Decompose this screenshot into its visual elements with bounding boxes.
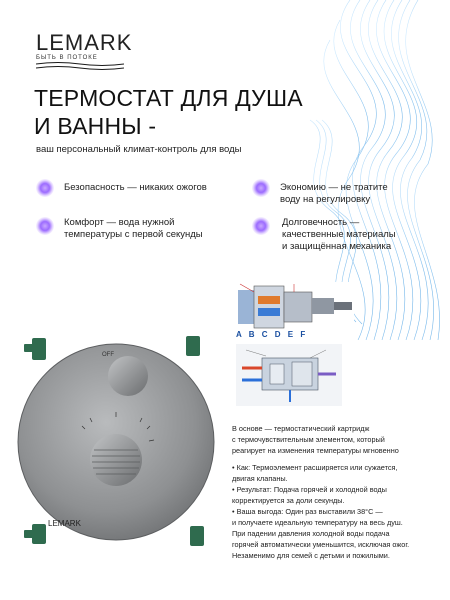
page-subtitle: ваш персональный климат-контроль для воды [36,144,242,155]
label-f: F [300,330,306,339]
svg-text:LEMARK: LEMARK [48,519,81,528]
title-line-1: ТЕРМОСТАТ ДЛЯ ДУША [34,85,303,111]
brand-tagline: БЫТЬ В ПОТОКЕ [36,55,98,61]
off-label: OFF [102,352,114,358]
label-d: D [274,330,281,339]
label-e: E [287,330,294,339]
bullet-line: горячей автоматически уменьшится, исключая ожог. [232,540,410,549]
description-text [232,423,442,561]
bullet-line: Незаменимо для семей с детьми и пожилыми. [232,551,390,560]
feature-economy [280,182,388,206]
feature-text: Безопасность — никаких ожогов [64,182,207,193]
feature-text: Долговечность — [282,217,360,228]
bullet-line: корректируется за доли секунды. [232,496,345,505]
feature-text: температуры с первой секунды [64,229,203,240]
intro-line: В основе — термостатический картридж [232,424,370,433]
label-a: A [236,330,242,339]
feature-text: качественные материалы [282,229,396,240]
logo-wave-icon [36,61,124,71]
page-title [34,84,303,140]
feature-comfort [64,217,203,241]
flow-diagram [236,344,342,406]
label-c: C [261,330,268,339]
thermostat-product-image [10,300,235,570]
bullet-line: • Как: Термоэлемент расширяется или сужается, [232,463,398,472]
bullet-line: При падении давления холодной воды подача [232,529,390,538]
feature-text: Комфорт — вода нужной [64,217,175,228]
feature-text: и защищённая механика [282,241,392,252]
feature-bullet-icon [252,179,270,197]
cartridge-letters [236,330,305,339]
feature-bullet-icon [36,179,54,197]
title-line-2: И ВАННЫ - [34,113,157,139]
feature-text: Экономию — не тратите [280,182,388,193]
feature-durability [282,217,396,253]
feature-safety [64,182,207,194]
bullet-line: и получаете идеальную температуру на весь душ. [232,518,403,527]
brand-logo[interactable]: LEMARK [36,30,133,55]
label-b: B [248,330,255,339]
intro-line: реагирует на изменения температуры мгновенно [232,446,399,455]
bullet-line: • Ваша выгода: Один раз выставили 38°C — [232,507,383,516]
feature-bullet-icon [36,217,54,235]
feature-text: воду на регулировку [280,194,371,205]
intro-line: с термочувствительным элементом, который [232,435,385,444]
bullet-line: • Результат: Подача горячей и холодной воды [232,485,387,494]
feature-bullet-icon [252,217,270,235]
bullet-line: двигая клапаны. [232,474,288,483]
